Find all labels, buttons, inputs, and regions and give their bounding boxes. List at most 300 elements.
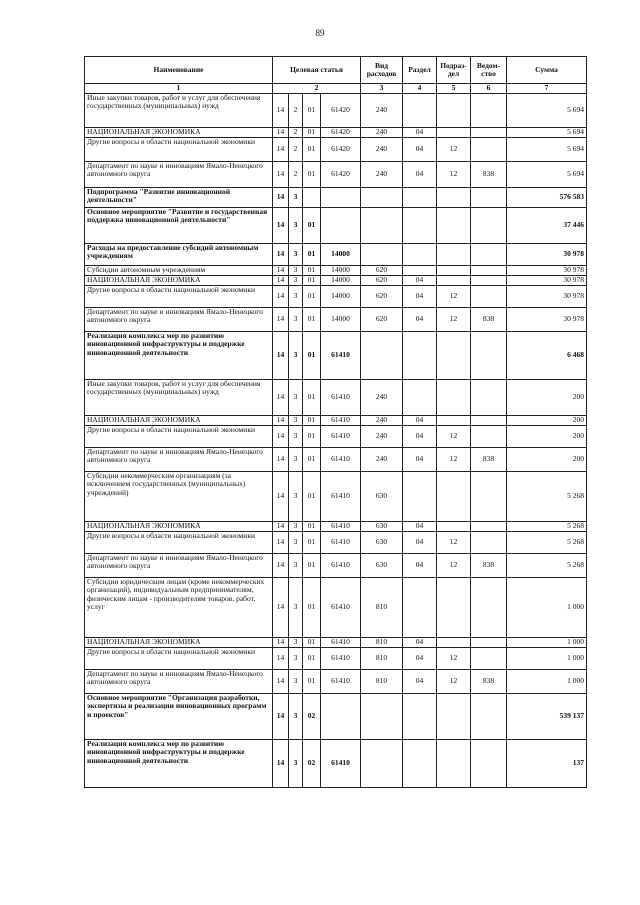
article-event: 01 (303, 647, 321, 669)
subsection-code (437, 379, 471, 415)
expense-type: 810 (361, 647, 403, 669)
article-event: 01 (303, 425, 321, 447)
header-department: Ведом-ство (471, 57, 507, 84)
expense-type: 630 (361, 553, 403, 577)
article-program: 14 (273, 137, 289, 161)
article-event: 01 (303, 93, 321, 127)
amount: 200 (507, 447, 587, 471)
article-subprogram: 3 (289, 577, 303, 637)
subsection-code: 12 (437, 531, 471, 553)
table-row (85, 447, 587, 471)
row-name: НАЦИОНАЛЬНАЯ ЭКОНОМИКА (85, 275, 273, 285)
article-program: 14 (273, 693, 289, 739)
article-event: 01 (303, 207, 321, 243)
expense-type: 620 (361, 275, 403, 285)
section-code: 04 (403, 447, 437, 471)
row-name: Субсидии юридическим лицам (кроме некоммерческих организаций), индивидуальным предпринимателям, физическим лицам - производителям товаров, работ, услуг (85, 577, 273, 637)
article-subprogram: 3 (289, 265, 303, 275)
department-code (471, 187, 507, 207)
row-name: Другие вопросы в области национальной экономики (85, 647, 273, 669)
amount: 137 (507, 739, 587, 787)
article-event: 01 (303, 127, 321, 137)
table-row (85, 471, 587, 521)
section-code: 04 (403, 425, 437, 447)
amount: 1 000 (507, 669, 587, 693)
expense-type: 240 (361, 137, 403, 161)
article-event: 01 (303, 471, 321, 521)
subsection-code (437, 187, 471, 207)
department-code: 838 (471, 669, 507, 693)
article-program: 14 (273, 265, 289, 275)
amount: 5 268 (507, 471, 587, 521)
expense-type: 240 (361, 161, 403, 187)
expense-type (361, 739, 403, 787)
subsection-code: 12 (437, 553, 471, 577)
table-header-row (85, 57, 587, 84)
expense-type (361, 331, 403, 379)
article-direction: 14000 (321, 265, 361, 275)
subsection-code (437, 471, 471, 521)
table-row (85, 669, 587, 693)
department-code (471, 379, 507, 415)
table-row (85, 331, 587, 379)
expense-type: 620 (361, 285, 403, 307)
department-code (471, 647, 507, 669)
expense-type: 240 (361, 127, 403, 137)
article-event: 02 (303, 693, 321, 739)
row-name: Департамент по науке и инновациям Ямало-Ненецкого автономного округа (85, 447, 273, 471)
article-direction: 61410 (321, 447, 361, 471)
header-target-article: Целевая статья (273, 57, 361, 84)
table-row (85, 425, 587, 447)
article-event: 01 (303, 275, 321, 285)
expense-type: 240 (361, 447, 403, 471)
section-code (403, 331, 437, 379)
expense-type: 240 (361, 415, 403, 425)
article-subprogram: 3 (289, 307, 303, 331)
article-subprogram: 3 (289, 187, 303, 207)
article-program: 14 (273, 471, 289, 521)
article-direction: 61410 (321, 637, 361, 647)
article-program: 14 (273, 285, 289, 307)
col-number: 6 (471, 84, 507, 94)
subsection-code: 12 (437, 647, 471, 669)
expense-type: 810 (361, 637, 403, 647)
article-event: 01 (303, 137, 321, 161)
row-name: Иные закупки товаров, работ и услуг для обеспечения государственных (муниципальных) нужд (85, 379, 273, 415)
article-event: 01 (303, 531, 321, 553)
article-subprogram: 3 (289, 415, 303, 425)
col-number: 5 (437, 84, 471, 94)
article-subprogram: 3 (289, 521, 303, 531)
article-subprogram: 3 (289, 669, 303, 693)
table-row (85, 127, 587, 137)
subsection-code (437, 739, 471, 787)
article-event: 01 (303, 553, 321, 577)
article-subprogram: 3 (289, 553, 303, 577)
article-event: 01 (303, 669, 321, 693)
expense-type: 240 (361, 93, 403, 127)
amount: 30 978 (507, 275, 587, 285)
section-code: 04 (403, 637, 437, 647)
department-code (471, 637, 507, 647)
department-code (471, 415, 507, 425)
table-row (85, 207, 587, 243)
article-subprogram: 2 (289, 137, 303, 161)
article-program: 14 (273, 425, 289, 447)
row-name: Другие вопросы в области национальной экономики (85, 531, 273, 553)
article-direction: 61410 (321, 379, 361, 415)
amount: 1 000 (507, 637, 587, 647)
article-direction: 14000 (321, 285, 361, 307)
section-code (403, 379, 437, 415)
amount: 5 694 (507, 161, 587, 187)
article-event: 01 (303, 577, 321, 637)
expense-type: 620 (361, 307, 403, 331)
row-name: НАЦИОНАЛЬНАЯ ЭКОНОМИКА (85, 521, 273, 531)
header-name: Наименование (85, 57, 273, 84)
article-event: 02 (303, 739, 321, 787)
table-row (85, 577, 587, 637)
department-code (471, 243, 507, 265)
article-direction: 61420 (321, 93, 361, 127)
article-direction (321, 187, 361, 207)
article-direction: 61410 (321, 577, 361, 637)
article-event: 01 (303, 415, 321, 425)
row-name: НАЦИОНАЛЬНАЯ ЭКОНОМИКА (85, 415, 273, 425)
article-event: 01 (303, 265, 321, 275)
article-program: 14 (273, 207, 289, 243)
section-code (403, 471, 437, 521)
article-program: 14 (273, 647, 289, 669)
article-event: 01 (303, 447, 321, 471)
article-direction: 61420 (321, 127, 361, 137)
section-code: 04 (403, 127, 437, 137)
department-code (471, 521, 507, 531)
article-direction: 61420 (321, 137, 361, 161)
table-row (85, 265, 587, 275)
col-number: 7 (507, 84, 587, 94)
amount: 5 694 (507, 93, 587, 127)
subsection-code (437, 577, 471, 637)
department-code (471, 285, 507, 307)
amount: 200 (507, 379, 587, 415)
amount: 6 468 (507, 331, 587, 379)
subsection-code: 12 (437, 285, 471, 307)
row-name: Расходы на предоставление субсидий автономным учреждениям (85, 243, 273, 265)
article-event (303, 187, 321, 207)
amount: 5 694 (507, 127, 587, 137)
amount: 37 446 (507, 207, 587, 243)
row-name: Департамент по науке и инновациям Ямало-Ненецкого автономного округа (85, 553, 273, 577)
article-event: 01 (303, 331, 321, 379)
header-section: Раздел (403, 57, 437, 84)
table-row (85, 307, 587, 331)
expense-type: 620 (361, 265, 403, 275)
expense-type (361, 243, 403, 265)
department-code (471, 693, 507, 739)
expense-type: 240 (361, 425, 403, 447)
article-program: 14 (273, 447, 289, 471)
department-code (471, 275, 507, 285)
subsection-code (437, 207, 471, 243)
subsection-code: 12 (437, 137, 471, 161)
subsection-code (437, 521, 471, 531)
article-direction (321, 207, 361, 243)
article-direction: 61410 (321, 521, 361, 531)
subsection-code (437, 127, 471, 137)
article-program: 14 (273, 531, 289, 553)
article-program: 14 (273, 669, 289, 693)
article-program: 14 (273, 739, 289, 787)
article-subprogram: 2 (289, 161, 303, 187)
article-direction: 61410 (321, 669, 361, 693)
department-code (471, 471, 507, 521)
col-number: 2 (273, 84, 361, 94)
department-code (471, 207, 507, 243)
amount: 200 (507, 425, 587, 447)
article-subprogram: 3 (289, 693, 303, 739)
article-subprogram: 3 (289, 331, 303, 379)
amount: 5 694 (507, 137, 587, 161)
article-program: 14 (273, 93, 289, 127)
expense-type (361, 207, 403, 243)
row-name: Другие вопросы в области национальной экономики (85, 425, 273, 447)
department-code (471, 577, 507, 637)
subsection-code: 12 (437, 161, 471, 187)
article-direction: 61420 (321, 161, 361, 187)
article-program: 14 (273, 553, 289, 577)
table-row (85, 415, 587, 425)
subsection-code: 12 (437, 425, 471, 447)
row-name: Реализация комплекса мер по развитию инновационной инфраструктуры и поддержке инновационной деятельности (85, 331, 273, 379)
article-program: 14 (273, 577, 289, 637)
section-code: 04 (403, 307, 437, 331)
subsection-code: 12 (437, 307, 471, 331)
amount: 5 268 (507, 531, 587, 553)
section-code: 04 (403, 161, 437, 187)
amount: 5 268 (507, 521, 587, 531)
row-name: Департамент по науке и инновациям Ямало-Ненецкого автономного округа (85, 669, 273, 693)
article-event: 01 (303, 307, 321, 331)
amount: 1 000 (507, 647, 587, 669)
row-name: Основное мероприятие "Организация разработки, экспертизы и реализации инновационных программ и проектов" (85, 693, 273, 739)
row-name: Основное мероприятие "Развитие и государственная поддержка инновационной деятельности" (85, 207, 273, 243)
article-subprogram: 3 (289, 379, 303, 415)
department-code (471, 531, 507, 553)
amount: 200 (507, 415, 587, 425)
section-code (403, 577, 437, 637)
article-direction: 61410 (321, 553, 361, 577)
article-program: 14 (273, 637, 289, 647)
article-event: 01 (303, 379, 321, 415)
article-program: 14 (273, 243, 289, 265)
article-direction: 61410 (321, 531, 361, 553)
article-direction: 14000 (321, 275, 361, 285)
header-expense-type: Вид расходов (361, 57, 403, 84)
article-program: 14 (273, 275, 289, 285)
department-code (471, 331, 507, 379)
table-row (85, 275, 587, 285)
article-subprogram: 3 (289, 207, 303, 243)
subsection-code (437, 331, 471, 379)
section-code (403, 243, 437, 265)
table-row (85, 553, 587, 577)
amount: 30 978 (507, 265, 587, 275)
article-program: 14 (273, 415, 289, 425)
table-row (85, 161, 587, 187)
article-direction: 61410 (321, 425, 361, 447)
row-name: НАЦИОНАЛЬНАЯ ЭКОНОМИКА (85, 637, 273, 647)
subsection-code (437, 275, 471, 285)
expense-type: 630 (361, 471, 403, 521)
section-code (403, 739, 437, 787)
section-code: 04 (403, 647, 437, 669)
row-name: Иные закупки товаров, работ и услуг для обеспечения государственных (муниципальных) нужд (85, 93, 273, 127)
amount: 539 137 (507, 693, 587, 739)
col-number: 1 (85, 84, 273, 94)
section-code (403, 187, 437, 207)
article-subprogram: 3 (289, 637, 303, 647)
department-code (471, 739, 507, 787)
col-number: 4 (403, 84, 437, 94)
row-name: Субсидии некоммерческим организациям (за исключением государственных (муниципальных) учреждений) (85, 471, 273, 521)
section-code: 04 (403, 285, 437, 307)
article-direction: 61410 (321, 739, 361, 787)
subsection-code (437, 415, 471, 425)
article-event: 01 (303, 285, 321, 307)
section-code: 04 (403, 531, 437, 553)
header-subsection: Подраз-дел (437, 57, 471, 84)
amount: 30 978 (507, 307, 587, 331)
article-program: 14 (273, 331, 289, 379)
row-name: Департамент по науке и инновациям Ямало-Ненецкого автономного округа (85, 307, 273, 331)
table-row (85, 531, 587, 553)
department-code: 838 (471, 161, 507, 187)
row-name: Другие вопросы в области национальной экономики (85, 285, 273, 307)
article-direction: 61410 (321, 647, 361, 669)
article-direction: 14000 (321, 307, 361, 331)
subsection-code (437, 693, 471, 739)
article-direction: 61410 (321, 471, 361, 521)
section-code: 04 (403, 415, 437, 425)
expense-type (361, 693, 403, 739)
article-subprogram: 2 (289, 127, 303, 137)
department-code: 838 (471, 447, 507, 471)
article-direction (321, 693, 361, 739)
table-row (85, 243, 587, 265)
table-row (85, 521, 587, 531)
section-code: 04 (403, 553, 437, 577)
row-name: Департамент по науке и инновациям Ямало-Ненецкого автономного округа (85, 161, 273, 187)
article-program: 14 (273, 379, 289, 415)
article-event: 01 (303, 243, 321, 265)
page-number: 89 (315, 28, 325, 38)
amount: 576 583 (507, 187, 587, 207)
article-subprogram: 3 (289, 647, 303, 669)
department-code: 838 (471, 553, 507, 577)
article-direction: 61410 (321, 331, 361, 379)
article-event: 01 (303, 161, 321, 187)
table-row (85, 187, 587, 207)
article-program: 14 (273, 127, 289, 137)
article-program: 14 (273, 161, 289, 187)
header-amount: Сумма (507, 57, 587, 84)
row-name: Подпрограмма "Развитие инновационной деятельности" (85, 187, 273, 207)
subsection-code: 12 (437, 669, 471, 693)
department-code: 838 (471, 307, 507, 331)
expense-type: 810 (361, 577, 403, 637)
article-direction: 14000 (321, 243, 361, 265)
article-program: 14 (273, 187, 289, 207)
article-subprogram: 3 (289, 275, 303, 285)
article-program: 14 (273, 307, 289, 331)
amount: 30 978 (507, 285, 587, 307)
section-code: 04 (403, 137, 437, 161)
department-code (471, 137, 507, 161)
article-event: 01 (303, 521, 321, 531)
department-code (471, 93, 507, 127)
article-subprogram: 3 (289, 531, 303, 553)
column-number-row (85, 84, 587, 94)
expense-type (361, 187, 403, 207)
row-name: Реализация комплекса мер по развитию инновационной инфраструктуры и поддержке инновационной деятельности (85, 739, 273, 787)
article-direction: 61410 (321, 415, 361, 425)
subsection-code (437, 265, 471, 275)
subsection-code (437, 93, 471, 127)
article-subprogram: 2 (289, 93, 303, 127)
article-subprogram: 3 (289, 243, 303, 265)
section-code (403, 93, 437, 127)
article-subprogram: 3 (289, 447, 303, 471)
amount: 5 268 (507, 553, 587, 577)
article-subprogram: 3 (289, 285, 303, 307)
table-row (85, 693, 587, 739)
section-code: 04 (403, 669, 437, 693)
subsection-code: 12 (437, 447, 471, 471)
article-program: 14 (273, 521, 289, 531)
section-code (403, 207, 437, 243)
row-name: НАЦИОНАЛЬНАЯ ЭКОНОМИКА (85, 127, 273, 137)
section-code (403, 265, 437, 275)
department-code (471, 425, 507, 447)
section-code (403, 693, 437, 739)
section-code: 04 (403, 521, 437, 531)
col-number: 3 (361, 84, 403, 94)
subsection-code (437, 243, 471, 265)
article-event: 01 (303, 637, 321, 647)
table-row (85, 739, 587, 787)
expense-type: 630 (361, 531, 403, 553)
expense-type: 630 (361, 521, 403, 531)
amount: 30 978 (507, 243, 587, 265)
amount: 1 000 (507, 577, 587, 637)
subsection-code (437, 637, 471, 647)
article-subprogram: 3 (289, 425, 303, 447)
table-row (85, 137, 587, 161)
row-name: Другие вопросы в области национальной экономики (85, 137, 273, 161)
section-code: 04 (403, 275, 437, 285)
table-row (85, 285, 587, 307)
table-row (85, 637, 587, 647)
table-row (85, 379, 587, 415)
budget-table (84, 56, 587, 788)
expense-type: 810 (361, 669, 403, 693)
article-subprogram: 3 (289, 739, 303, 787)
article-subprogram: 3 (289, 471, 303, 521)
table-row (85, 93, 587, 127)
expense-type: 240 (361, 379, 403, 415)
